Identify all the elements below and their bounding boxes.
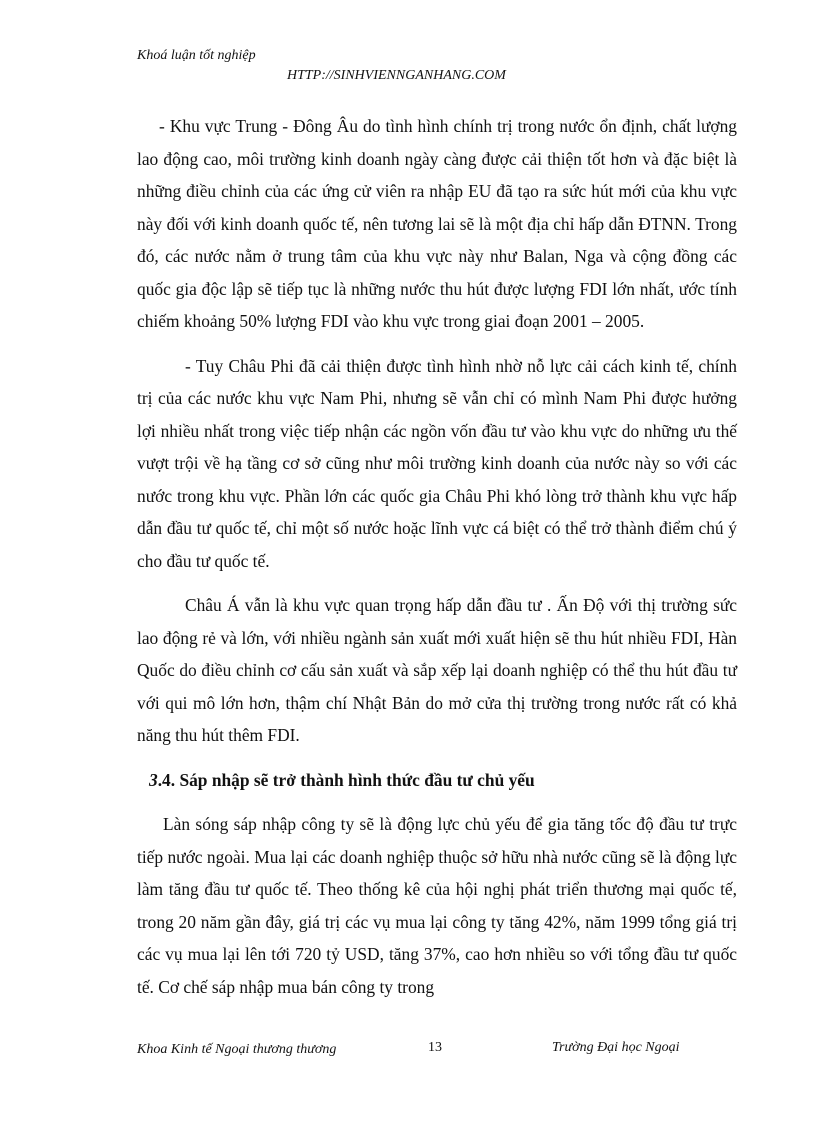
paragraph-mergers: Làn sóng sáp nhập công ty sẽ là động lực chủ yếu để gia tăng tốc độ đầu tư trực tiếp nước ngoài. Mua lại các doanh nghiệp thuộc sở hữu nhà nước cũng sẽ là động lực làm tăng đầu tư quốc tế. Theo thống kê của hội nghị phát triển thương mại quốc tế, trong 20 năm gần đây, giá trị các vụ mua lại công ty tăng 42%, năm 1999 tổng giá trị các vụ mua lại lên tới 720 tỷ USD, tăng 37%, cao hơn nhiều so với tổng đầu tư quốc tế. Cơ chế sáp nhập mua bán công ty trong: [137, 814, 737, 997]
document-body: [137, 110, 737, 1015]
footer-faculty: Khoa Kinh tế Ngoại thương thương: [137, 1042, 337, 1057]
section-heading: [149, 764, 737, 797]
paragraph-africa: - Tuy Châu Phi đã cải thiện được tình hình nhờ nỗ lực cải cách kinh tế, chính trị của các nước khu vực Nam Phi, nhưng sẽ vẫn chỉ có mình Nam Phi được hưởng lợi nhiều nhất trong việc tiếp nhận các ngồn vốn đầu tư vào khu vực do những ưu thế vượt trội về hạ tầng cơ sở cũng như môi trường kinh doanh của nước này so với các nước trong khu vực. Phần lớn các quốc gia Châu Phi khó lòng trở thành khu vực hấp dẫn đầu tư quốc tế, chỉ một số nước hoặc lĩnh vực cá biệt có thể trở thành điểm chú ý cho đầu tư quốc tế.: [137, 355, 737, 571]
section-heading-text: .4. Sáp nhập sẽ trở thành hình thức đầu tư chủ yếu: [157, 769, 535, 790]
page-number: 13: [428, 1040, 442, 1055]
footer-university: Trường Đại học Ngoại: [552, 1040, 680, 1055]
paragraph-central-eastern-europe: - Khu vực Trung - Đông Âu do tình hình chính trị trong nước ổn định, chất lượng lao động cao, môi trường kinh doanh ngày càng được cải thiện tốt hơn và đặc biệt là những điều chỉnh của các ứng cử viên ra nhập EU đã tạo ra sức hút mới của khu vực này đối với kinh doanh quốc tế, nên tương lai sẽ là một địa chỉ hấp dẫn ĐTNN. Trong đó, các nước nằm ở trung tâm của khu vực này như Balan, Nga và cộng đồng các quốc gia độc lập sẽ tiếp tục là những nước thu hút được lượng FDI lớn nhất, ước tính chiếm khoảng 50% lượng FDI vào khu vực trong giai đoạn 2001 – 2005.: [137, 116, 737, 331]
header-url: HTTP://SINHVIENNGANHANG.COM: [287, 68, 506, 83]
paragraph-asia: Châu Á vẫn là khu vực quan trọng hấp dẫn đầu tư . Ấn Độ với thị trường sức lao động rẻ và lớn, với nhiều ngành sản xuất mới xuất hiện sẽ thu hút nhiều FDI, Hàn Quốc do điều chỉnh cơ cấu sản xuất và sắp xếp lại doanh nghiệp có thể thu hút đầu tư với qui mô lớn hơn, thậm chí Nhật Bản do mở cửa thị trường trong nước rất có khả năng thu hút thêm FDI.: [137, 595, 737, 745]
header-title: Khoá luận tốt nghiệp: [137, 48, 256, 63]
section-heading-number: 3: [149, 769, 158, 790]
